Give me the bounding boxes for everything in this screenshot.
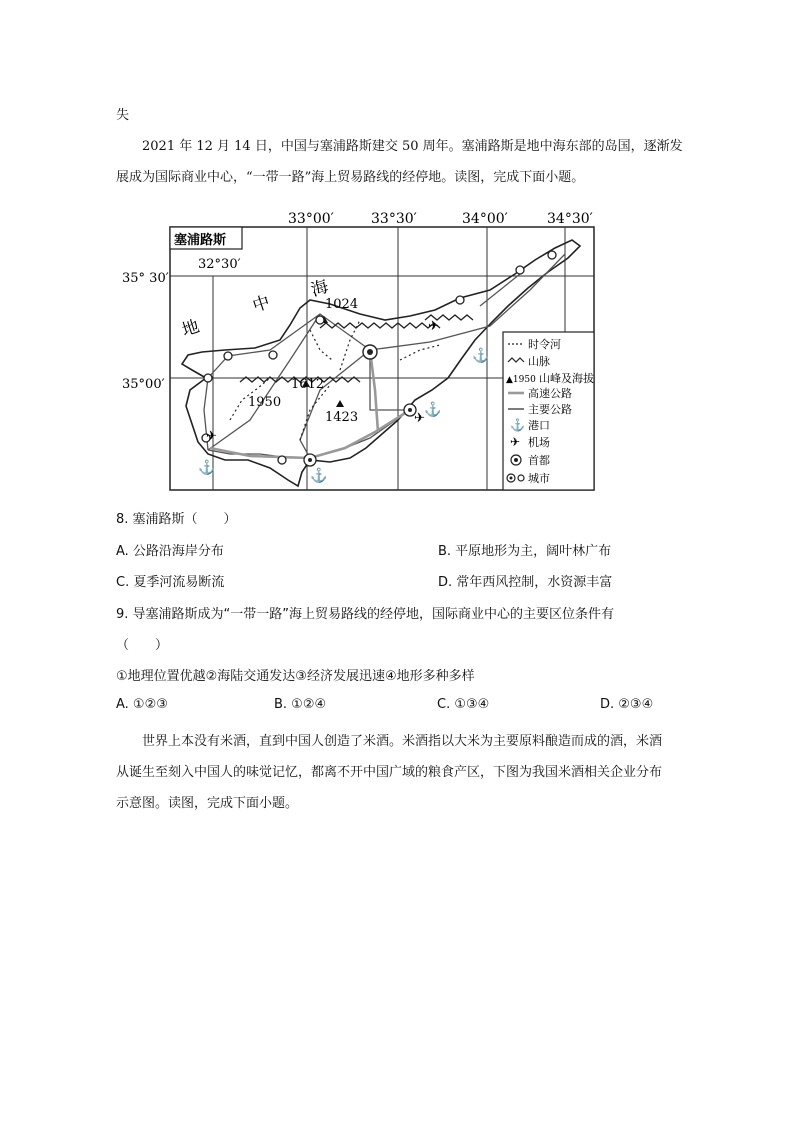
airport-icon: ✈: [414, 411, 425, 426]
lon-label-33-00: 33°00′: [288, 211, 334, 227]
city-marker: [224, 352, 232, 360]
top-fragment: 失: [116, 108, 130, 123]
port-anchor-icon: ⚓: [310, 468, 328, 484]
lon-label-33-30: 33°30′: [371, 211, 417, 227]
legend-airport: 机场: [528, 436, 550, 449]
major-city-icons: [304, 404, 416, 466]
q9-option-b[interactable]: B. ①②④: [274, 697, 327, 712]
peak-1423-label: 1423: [325, 410, 359, 425]
airport-icon: ✈: [428, 319, 439, 334]
city-marker: [269, 351, 277, 359]
legend-airport-icon: ✈: [510, 435, 521, 449]
q9-stem: 9. 导塞浦路斯成为“一带一路”海上贸易路线的经停地，国际商业中心的主要区位条件有: [116, 607, 615, 622]
capital-nicosia-icon: [363, 345, 377, 359]
intro-2-line-2: 从诞生至刻入中国人的味觉记忆，都离不开中国广域的粮食产区，下图为我国米酒相关企业分布: [116, 765, 663, 780]
city-marker: [278, 456, 286, 464]
peak-1612-label: 1612: [291, 377, 325, 392]
port-anchor-icon: ⚓: [198, 460, 216, 476]
peaks: [248, 297, 358, 425]
sea-label-char-2: 中: [250, 292, 273, 317]
q9-paren: （ ）: [116, 638, 169, 653]
q9-option-c[interactable]: C. ①③④: [437, 697, 490, 712]
legend-peak: 山峰及海拔: [539, 372, 594, 385]
legend-expressway: 高速公路: [528, 387, 572, 400]
q9-items: ①地理位置优越②海陆交通发达③经济发展迅速④地形多种多样: [116, 669, 475, 684]
q8-stem: 8. 塞浦路斯（ ）: [116, 512, 237, 527]
legend-peak-prefix: ▲1950: [506, 375, 536, 385]
q9-option-d[interactable]: D. ②③④: [600, 697, 654, 712]
q9-option-a[interactable]: A. ①②③: [116, 697, 168, 712]
lon-label-34-30: 34°30′: [547, 211, 593, 227]
legend-seasonal-river: 时令河: [528, 338, 561, 351]
q8-option-c[interactable]: C. 夏季河流易断流: [116, 575, 225, 590]
legend-capital: 首都: [528, 454, 550, 467]
peak-1950-label: 1950: [248, 395, 282, 410]
q8-option-d[interactable]: D. 常年西风控制，水资源丰富: [438, 575, 613, 590]
cyprus-map: [122, 210, 610, 495]
legend-city: 城市: [528, 472, 550, 485]
city-marker: [456, 296, 464, 304]
city-marker: [516, 266, 524, 274]
city-marker: [204, 374, 212, 382]
sea-label-char-3: 海: [308, 276, 331, 301]
airport-icon: ✈: [206, 429, 217, 444]
map-title: 塞浦路斯: [174, 233, 227, 248]
lon-label-34-00: 34°00′: [462, 211, 508, 227]
intro-1-line-2: 展成为国际商业中心，“一带一路”海上贸易路线的经停地。读图，完成下面小题。: [116, 170, 585, 185]
port-anchor-icon: ⚓: [472, 348, 490, 364]
lat-label-35-00: 35°00′: [122, 377, 165, 392]
lat-label-35-30: 35° 30′: [122, 271, 169, 286]
legend-port-icon: ⚓: [510, 418, 525, 432]
legend-main-road: 主要公路: [528, 403, 572, 416]
sea-label-char-1: 地: [179, 316, 202, 341]
intro-1-line-1: 2021 年 12 月 14 日，中国与塞浦路斯建交 50 周年。塞浦路斯是地中海东部的岛国，逐渐发: [142, 139, 683, 154]
peak-1024-label: 1024: [325, 297, 359, 312]
city-marker: [548, 251, 556, 259]
q8-option-b[interactable]: B. 平原地形为主，阔叶林广布: [438, 544, 612, 559]
port-anchor-icon: ⚓: [424, 402, 442, 418]
legend-port: 港口: [528, 419, 550, 432]
peak-1423-icon: [336, 400, 344, 407]
q8-option-a[interactable]: A. 公路沿海岸分布: [116, 544, 224, 559]
intro-2-line-3: 示意图。读图，完成下面小题。: [116, 796, 299, 811]
legend-mountain-range: 山脉: [528, 355, 550, 368]
expressways: [210, 350, 410, 458]
intro-2-line-1: 世界上本没有米酒，直到中国人创造了米酒。米酒指以大米为主要原料酿造而成的酒，米酒: [142, 734, 663, 749]
lon-label-32-30: 32°30′: [198, 257, 241, 272]
city-marker: [316, 316, 324, 324]
